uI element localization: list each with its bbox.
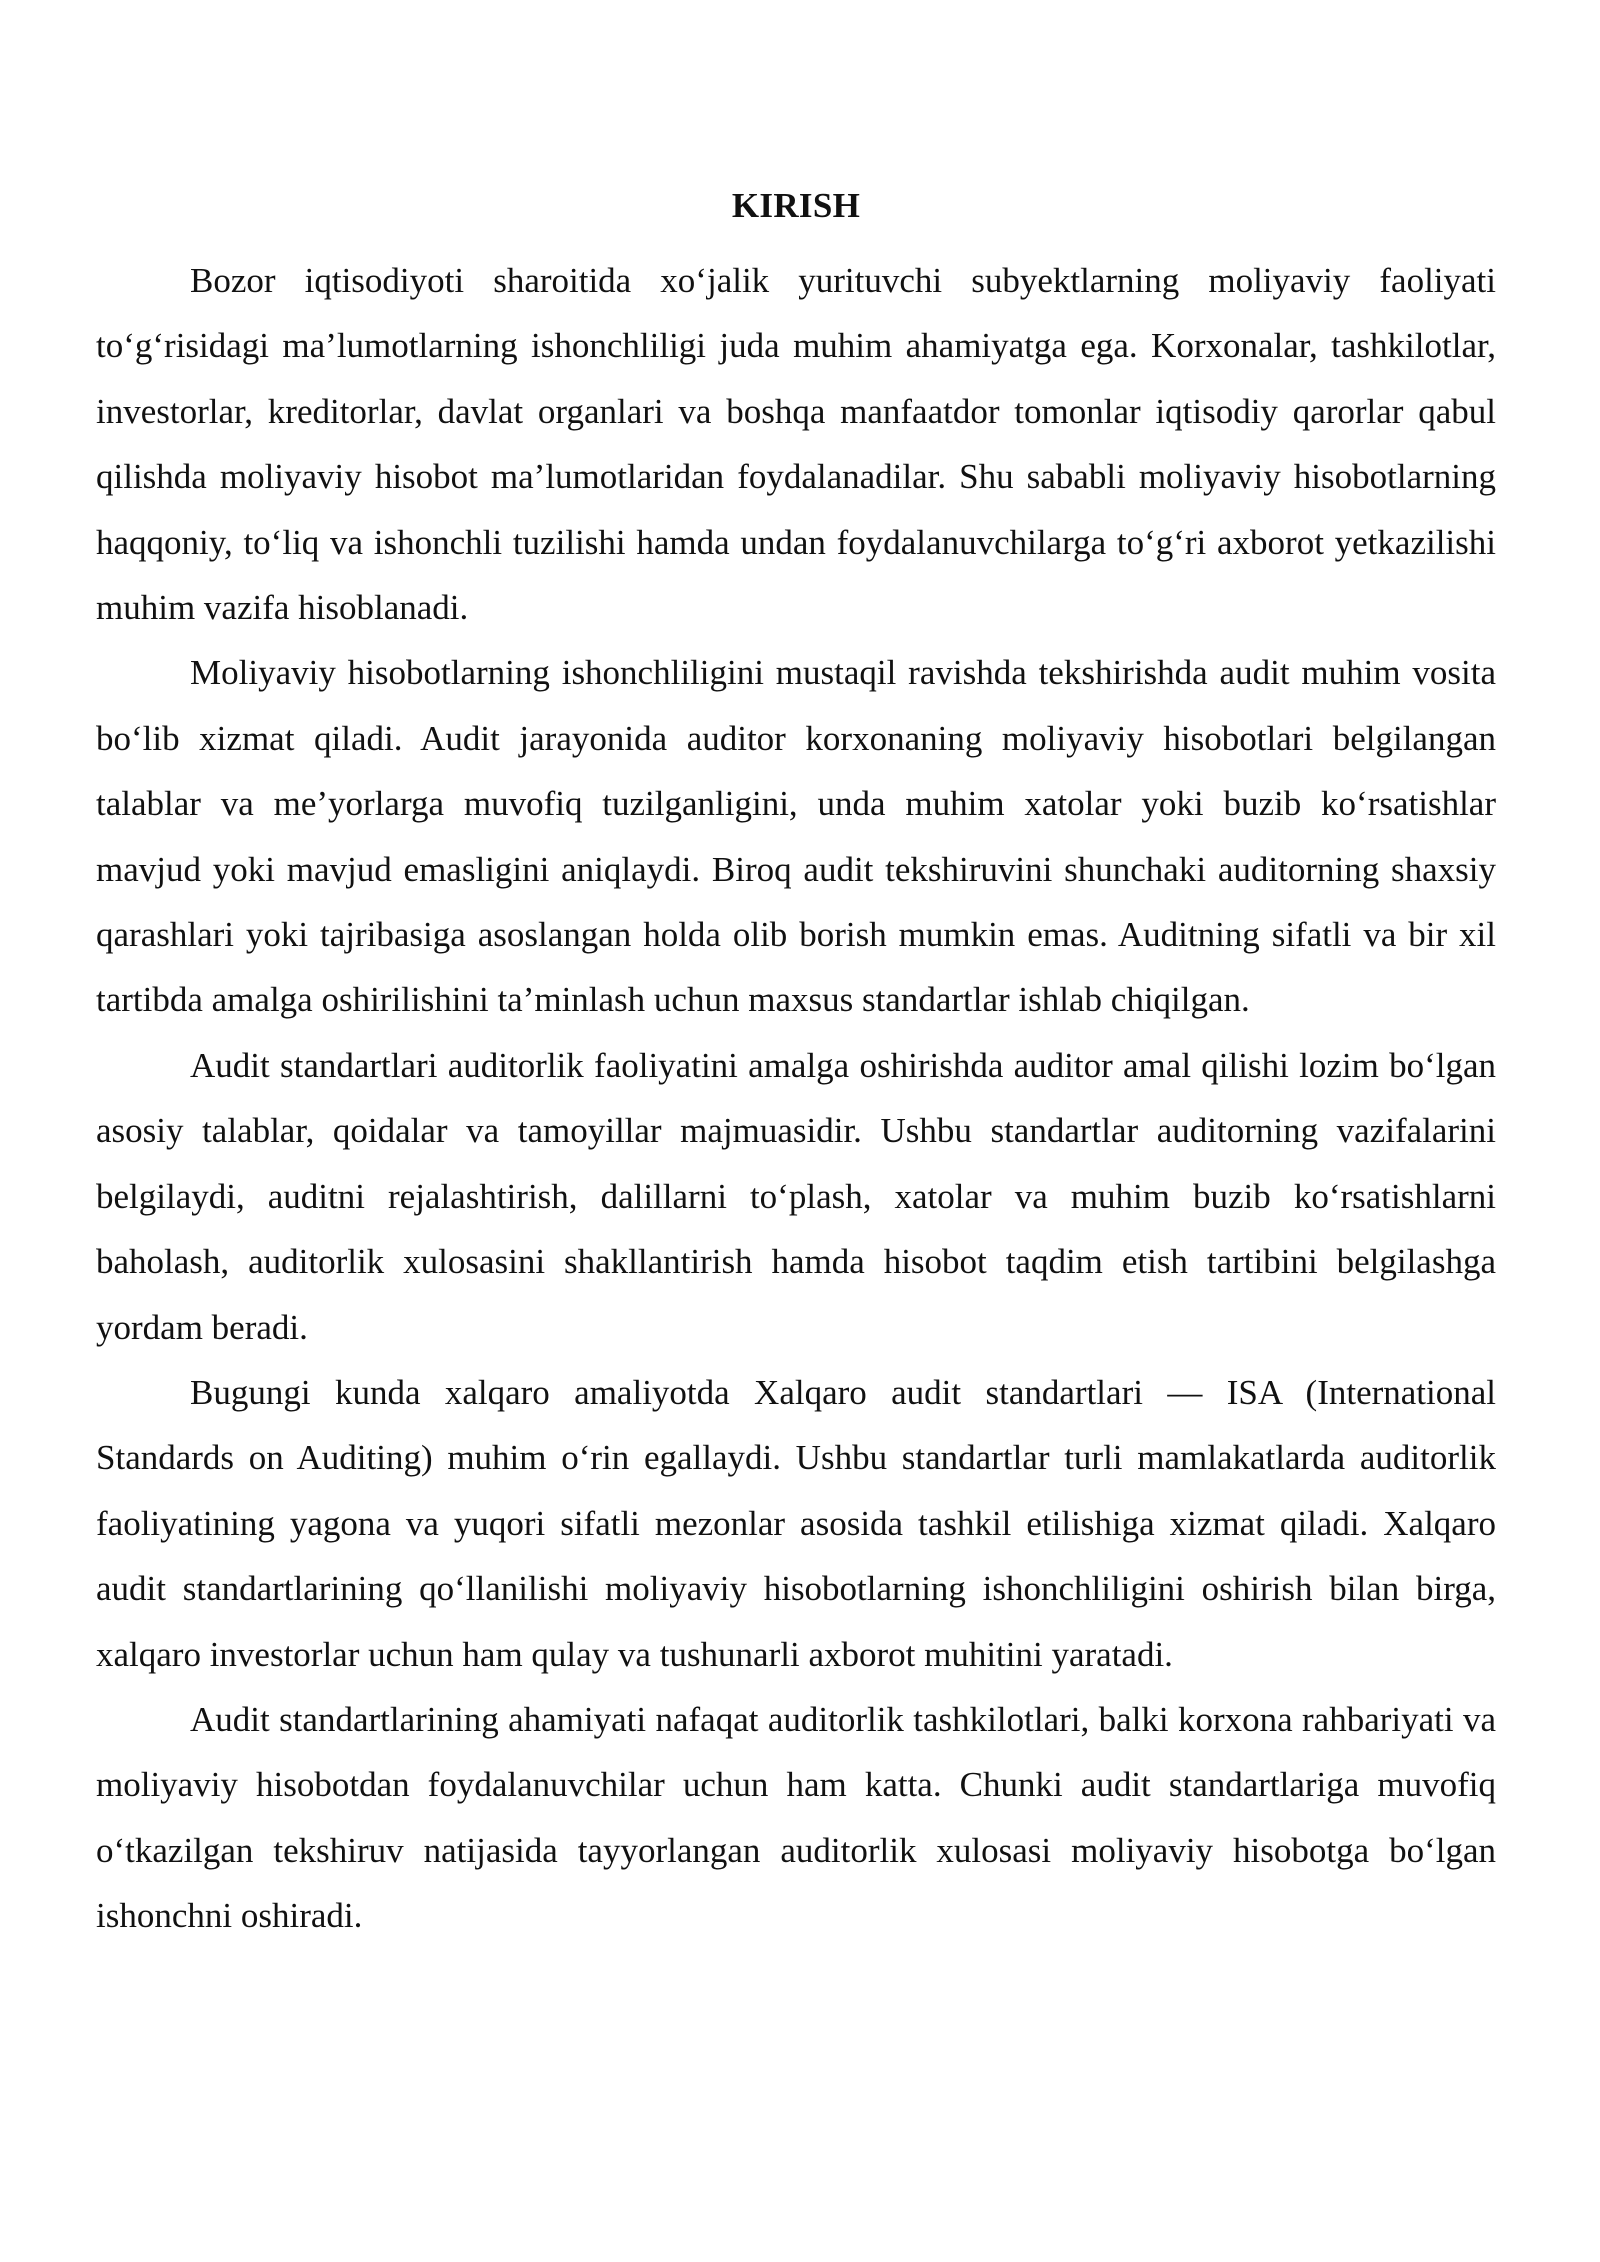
paragraph-3: Audit standartlari auditorlik faoliyatini amalga oshirishda auditor amal qilishi lozim bo‘lgan asosiy talablar, qoidalar va tamoyillar majmuasidir. Ushbu standartlar auditorning vazifalarini belgilaydi, auditni rejalashtirish, dalillarni to‘plash, xatolar va muhim buzib ko‘rsatishlarni baholash, auditorlik xulosasini shakllantirish hamda hisobot taqdim etish tartibini belgilashga yordam beradi. [96, 1045, 1496, 1347]
paragraph-1: Bozor iqtisodiyoti sharoitida xo‘jalik yurituvchi subyektlarning moliyaviy faoliyati to‘g‘risidagi ma’lumotlarning ishonchliligi juda muhim ahamiyatga ega. Korxonalar, tashkilotlar, investorlar, kreditorlar, davlat organlari va boshqa manfaatdor tomonlar iqtisodiy qarorlar qabul qilishda moliyaviy hisobot ma’lumotlaridan foydalanadilar. Shu sababli moliyaviy hisobotlarning haqqoniy, to‘liq va ishonchli tuzilishi hamda undan foydalanuvchilarga to‘g‘ri axborot yetkazilishi muhim vazifa hisoblanadi. [96, 261, 1496, 628]
document-page [96, 184, 1496, 1949]
page-title: KIRISH [731, 186, 861, 225]
paragraph-4: Bugungi kunda xalqaro amaliyotda Xalqaro audit standartlari — ISA (International Standards on Auditing) muhim o‘rin egallaydi. Ushbu standartlar turli mamlakatlarda auditorlik faoliyatining yagona va yuqori sifatli mezonlar asosida tashkil etilishiga xizmat qiladi. Xalqaro audit standartlarining qo‘llanilishi moliyaviy hisobotlarning ishonchliligini oshirish bilan birga, xalqaro investorlar uchun ham qulay va tushunarli axborot muhitini yaratadi. [96, 1372, 1496, 1674]
paragraph-5: Audit standartlarining ahamiyati nafaqat auditorlik tashkilotlari, balki korxona rahbariyati va moliyaviy hisobotdan foydalanuvchilar uchun ham katta. Chunki audit standartlariga muvofiq o‘tkazilgan tekshiruv natijasida tayyorlangan auditorlik xulosasi moliyaviy hisobotga bo‘lgan ishonchni oshiradi. [96, 1699, 1496, 1936]
paragraph-2: Moliyaviy hisobotlarning ishonchliligini mustaqil ravishda tekshirishda audit muhim vosita bo‘lib xizmat qiladi. Audit jarayonida auditor korxonaning moliyaviy hisobotlari belgilangan talablar va me’yorlarga muvofiq tuzilganligini, unda muhim xatolar yoki buzib ko‘rsatishlar mavjud yoki mavjud emasligini aniqlaydi. Biroq audit tekshiruvini shunchaki auditorning shaxsiy qarashlari yoki tajribasiga asoslangan holda olib borish mumkin emas. Auditning sifatli va bir xil tartibda amalga oshirilishini ta’minlash uchun maxsus standartlar ishlab chiqilgan. [96, 653, 1496, 1020]
